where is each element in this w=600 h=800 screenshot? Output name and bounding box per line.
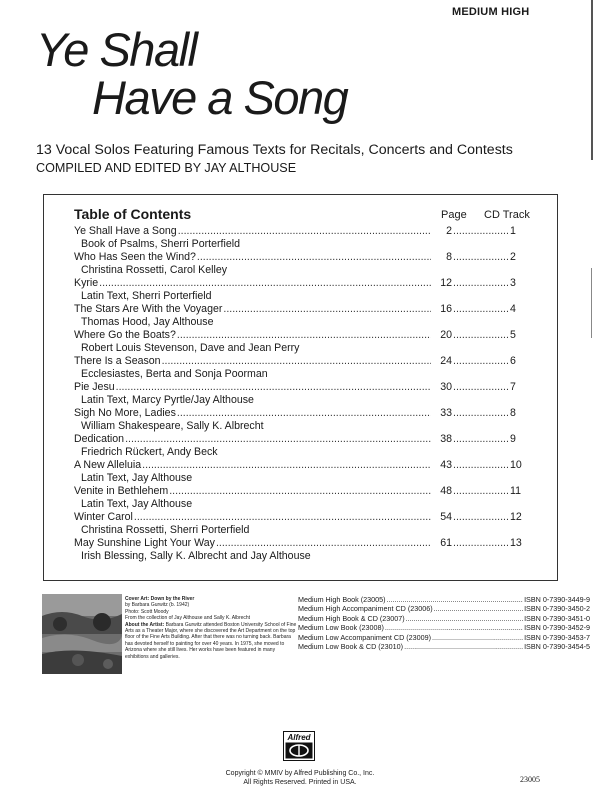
track-number: 13 xyxy=(510,537,522,549)
copyright xyxy=(200,769,400,787)
toc-entry xyxy=(74,485,522,511)
page-number: 20 xyxy=(440,329,452,341)
product-row xyxy=(298,614,590,623)
toc-entry xyxy=(74,303,522,329)
song-title: Where Go the Boats? xyxy=(74,329,176,341)
product-row xyxy=(298,623,590,632)
song-credit: Christina Rossetti, Carol Kelley xyxy=(81,263,228,276)
page-edge-line-lower xyxy=(591,268,592,338)
product-isbn: ISBN 0-7390-3450-2 xyxy=(524,604,590,614)
track-number: 9 xyxy=(510,433,516,445)
product-isbn: ISBN 0-7390-3452-9 xyxy=(524,623,590,633)
toc-entry xyxy=(74,251,522,277)
page-number: 24 xyxy=(440,355,452,367)
song-credit: Friedrich Rückert, Andy Beck xyxy=(81,445,218,458)
song-credit: Book of Psalms, Sherri Porterfield xyxy=(81,237,240,250)
table-of-contents-box xyxy=(43,194,558,581)
song-credit: Latin Text, Marcy Pyrtle/Jay Althouse xyxy=(81,393,254,406)
song-credit: Thomas Hood, Jay Althouse xyxy=(81,315,214,328)
product-isbn: ISBN 0-7390-3449-9 xyxy=(524,595,590,604)
page-number: 2 xyxy=(446,225,452,237)
song-credit: Irish Blessing, Sally K. Albrecht and Jay Althouse xyxy=(81,549,311,562)
song-credit: Christina Rossetti, Sherri Porterfield xyxy=(81,523,250,536)
voicing-label: MEDIUM HIGH xyxy=(452,6,530,18)
product-name: Medium High Book & CD (23007) xyxy=(298,613,405,623)
track-number: 12 xyxy=(510,511,522,523)
cover-art-photo: Photo: Scott Moody xyxy=(125,608,169,615)
song-title: Venite in Bethlehem xyxy=(74,485,169,497)
cover-art-credits xyxy=(125,596,297,660)
song-credit: Latin Text, Jay Althouse xyxy=(81,471,193,484)
product-name: Medium High Book (23005) xyxy=(298,595,386,604)
toc-entry xyxy=(74,511,522,537)
toc-entry xyxy=(74,329,522,355)
song-title: A New Alleluia xyxy=(74,459,142,471)
logo-text: Alfred xyxy=(287,733,311,742)
product-row xyxy=(298,604,590,613)
product-isbn: ISBN 0-7390-3453-7 xyxy=(524,632,590,642)
copyright-line-1: Copyright © MMIV by Alfred Publishing Co., Inc. xyxy=(225,770,375,777)
song-title: Dedication xyxy=(74,433,125,445)
track-number: 6 xyxy=(510,355,516,367)
subtitle: 13 Vocal Solos Featuring Famous Texts for Recitals, Concerts and Contests xyxy=(36,142,513,158)
song-title: May Sunshine Light Your Way xyxy=(74,537,215,549)
product-name: Medium High Accompaniment CD (23006) xyxy=(298,604,433,614)
page-number: 8 xyxy=(446,251,452,263)
page-number: 48 xyxy=(440,485,452,497)
song-credit: Robert Louis Stevenson, Dave and Jean Perry xyxy=(81,341,300,354)
page-number: 43 xyxy=(440,459,452,471)
toc-heading: Table of Contents xyxy=(74,206,192,222)
compiled-by: COMPILED AND EDITED BY JAY ALTHOUSE xyxy=(36,161,297,175)
product-isbn: ISBN 0-7390-3451-0 xyxy=(524,613,590,623)
track-number: 3 xyxy=(510,277,516,289)
page-number: 33 xyxy=(440,407,452,419)
about-artist-label: About the Artist: xyxy=(125,621,165,628)
song-credit: William Shakespeare, Sally K. Albrecht xyxy=(81,419,264,432)
page-number: 16 xyxy=(440,303,452,315)
song-title: Winter Carol xyxy=(74,511,133,523)
cover-art-collection: From the collection of Jay Althouse and Sally K. Albrecht xyxy=(125,615,251,622)
toc-entry xyxy=(74,459,522,485)
page-number: 30 xyxy=(440,381,452,393)
song-title: Ye Shall Have a Song xyxy=(74,225,177,237)
toc-entry xyxy=(74,407,522,433)
track-number: 2 xyxy=(510,251,516,263)
page-edge-line xyxy=(591,0,593,160)
product-row xyxy=(298,642,590,651)
cover-art-title: Down by the River xyxy=(150,596,195,602)
track-number: 4 xyxy=(510,303,516,315)
product-list xyxy=(298,595,590,651)
toc-entry xyxy=(74,225,522,251)
track-number: 1 xyxy=(510,225,516,237)
track-number: 7 xyxy=(510,381,516,393)
song-title: Who Has Seen the Wind? xyxy=(74,251,196,263)
page-number: 54 xyxy=(440,511,452,523)
product-isbn: ISBN 0-7390-3454-5 xyxy=(524,642,590,652)
copyright-line-2: All Rights Reserved. Printed in USA. xyxy=(243,779,357,786)
title-line-1: Ye Shall xyxy=(36,23,197,76)
toc-entry xyxy=(74,355,522,381)
product-name: Medium Low Accompaniment CD (23009) xyxy=(298,632,432,642)
song-credit: Ecclesiastes, Berta and Sonja Poorman xyxy=(81,367,268,380)
cover-art-label: Cover Art: xyxy=(125,596,150,602)
song-title: There Is a Season xyxy=(74,355,161,367)
page-number: 61 xyxy=(440,537,452,549)
toc-entry xyxy=(74,381,522,407)
song-credit: Latin Text, Sherri Porterfield xyxy=(81,289,212,302)
toc-track-header: CD Track xyxy=(484,209,530,221)
song-title: Kyrie xyxy=(74,277,99,289)
title-line-2: Have a Song xyxy=(92,71,348,124)
track-number: 5 xyxy=(510,329,516,341)
page-number: 38 xyxy=(440,433,452,445)
product-name: Medium Low Book & CD (23010) xyxy=(298,642,404,652)
alfred-logo xyxy=(283,731,315,761)
toc-entry xyxy=(74,277,522,303)
track-number: 10 xyxy=(510,459,522,471)
toc-entry xyxy=(74,433,522,459)
cover-art-thumbnail xyxy=(42,594,122,674)
cover-art-artist: by Barbara Gurwitz (b. 1942) xyxy=(125,602,190,609)
about-artist-text: Barbara Gurwitz attended Boston University School of Fine Arts as a Theater Major, where she discovered the Art Department on the top floor of the Fine Arts Building. After that there was no turning back. Barbara has devoted herself to painting for over 40 years. In 1975, she moved to Arizona where she still lives. Her works have been featured in many exhibitions and galleries. xyxy=(125,621,297,660)
track-number: 11 xyxy=(510,485,521,497)
song-title: The Stars Are With the Voyager xyxy=(74,303,223,315)
toc-entry-list xyxy=(74,225,522,563)
product-name: Medium Low Book (23008) xyxy=(298,623,384,633)
product-row xyxy=(298,633,590,642)
song-title: Sigh No More, Ladies xyxy=(74,407,176,419)
product-row xyxy=(298,595,590,604)
toc-page-header: Page xyxy=(441,209,467,221)
track-number: 8 xyxy=(510,407,516,419)
song-title: Pie Jesu xyxy=(74,381,115,393)
catalog-number: 23005 xyxy=(520,775,540,784)
song-credit: Latin Text, Jay Althouse xyxy=(81,497,193,510)
page-number: 12 xyxy=(440,277,452,289)
toc-entry xyxy=(74,537,522,563)
